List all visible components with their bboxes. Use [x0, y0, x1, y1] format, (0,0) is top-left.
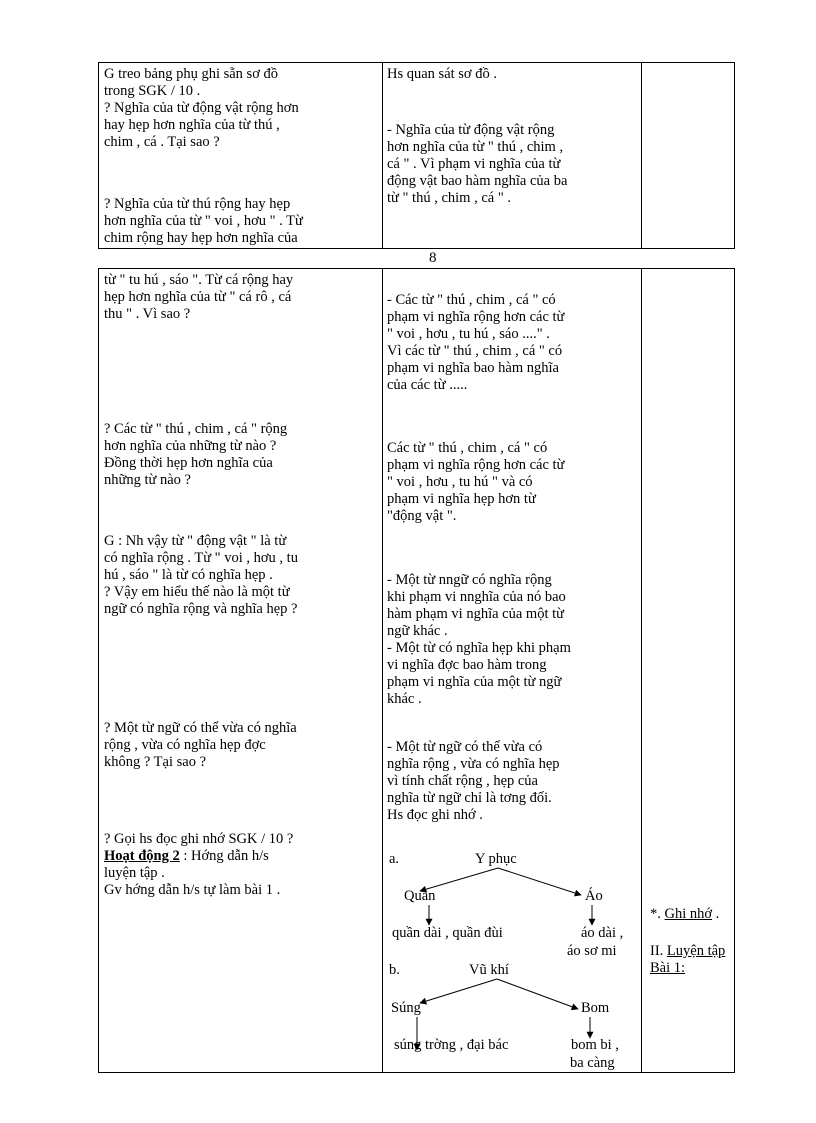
- diagram-b-right-leaf-1: bom bi ,: [571, 1037, 619, 1053]
- student-block-1: - Các từ " thú , chim , cá " có phạm vi nghĩa rộng hơn các từ " voi , hơu , tu hú , sáo ...." . Vì các từ " thú , chim , cá " có phạm vi nghĩa bao hàm nghĩa của các từ .....: [387, 292, 565, 393]
- teacher-block-4: ? Một từ ngữ có thể vừa có nghĩa rộng , vừa có nghĩa hẹp đợc không ? Tại sao ?: [104, 720, 297, 770]
- top-teacher-text-a: G treo bảng phụ ghi sẵn sơ đồ trong SGK / 10 . ? Nghĩa của từ động vật rộng hơn hay hẹp hơn nghĩa của từ thú , chim , cá . Tại sao ?: [104, 66, 299, 150]
- luyen-tap-heading: II. Luyện tập: [650, 943, 726, 959]
- arrow-b-left: [420, 979, 497, 1003]
- bai-1-heading: Bài 1:: [650, 960, 686, 976]
- diagram-b-right: Bom: [581, 1000, 610, 1016]
- diagram-a-right-leaf-2: áo sơ mi: [567, 943, 617, 959]
- top-student-text-a: Hs quan sát sơ đồ .: [387, 66, 497, 82]
- arrow-a-left: [420, 868, 498, 891]
- diagram-b-right-leaf-2: ba càng: [570, 1055, 615, 1071]
- diagram-a-right-leaf-1: áo dài ,: [581, 925, 624, 941]
- teacher-block-1: từ " tu hú , sáo ". Từ cá rộng hay hẹp hơn nghĩa của từ " cá rô , cá thu " . Vì sao ?: [104, 272, 294, 322]
- teacher-block-5: ? Gọi hs đọc ghi nhớ SGK / 10 ? Hoạt động 2 : Hớng dẫn h/s luyện tập . Gv hớng dẫn h/s tự làm bài 1 .: [104, 831, 294, 898]
- diagram-b-root: Vũ khí: [469, 962, 509, 978]
- arrow-b-right: [497, 979, 578, 1009]
- diagram-b-left-leaf: súng trờng , đại bác: [394, 1037, 509, 1053]
- student-block-3: - Một từ nngữ có nghĩa rộng khi phạm vi nnghĩa của nó bao hàm phạm vi nghĩa của một từ ngữ khác . - Một từ có nghĩa hẹp khi phạm vi nghĩa đợc bao hàm trong phạm vi nghĩa của một từ ngữ khác .: [387, 572, 571, 707]
- diagram-b-left: Súng: [391, 1000, 421, 1016]
- diagram-a-left-leaf: quần dài , quần đùi: [392, 925, 503, 941]
- diagram-a-marker: a.: [389, 851, 400, 867]
- diagram-b-marker: b.: [389, 962, 400, 978]
- student-block-2: Các từ " thú , chim , cá " có phạm vi nghĩa rộng hơn các từ " voi , hơu , tu hú " và có phạm vi nghĩa hẹp hơn từ "động vật ".: [387, 440, 565, 524]
- teacher-block-2: ? Các từ " thú , chim , cá " rộng hơn nghĩa của những từ nào ? Đồng thời hẹp hơn nghĩa của những từ nào ?: [104, 421, 288, 488]
- arrow-a-right: [498, 868, 581, 895]
- top-student-text-b: - Nghĩa của từ động vật rộng hơn nghĩa của từ " thú , chim , cá " . Vì phạm vi nghĩa của từ động vật bao hàm nghĩa của ba từ " thú , chim , cá " .: [387, 122, 568, 206]
- diagram-a-right: Áo: [585, 888, 603, 904]
- page-number: 8: [429, 250, 437, 266]
- activity-heading: Hoạt động 2: [104, 848, 180, 864]
- teacher-block-3: G : Nh vậy từ " động vật " là từ có nghĩa rộng . Từ " voi , hơu , tu hú , sáo " là từ có nghĩa hẹp . ? Vậy em hiểu thế nào là một từ ngữ có nghĩa rộng và nghĩa hẹp ?: [104, 533, 298, 617]
- student-block-4: - Một từ ngữ có thể vừa có nghĩa rộng , vừa có nghĩa hẹp vì tính chất rộng , hẹp của nghĩa từ ngữ chỉ là tơng đối. Hs đọc ghi nhớ .: [387, 739, 560, 823]
- diagram-a-left: Quần: [404, 888, 436, 904]
- ghi-nho-note: *. Ghi nhớ .: [650, 906, 720, 922]
- diagram-a-root: Y phục: [475, 851, 517, 867]
- top-teacher-text-b: ? Nghĩa của từ thú rộng hay hẹp hơn nghĩa của từ " voi , hơu " . Từ chim rộng hay hẹp hơn nghĩa của: [104, 196, 303, 246]
